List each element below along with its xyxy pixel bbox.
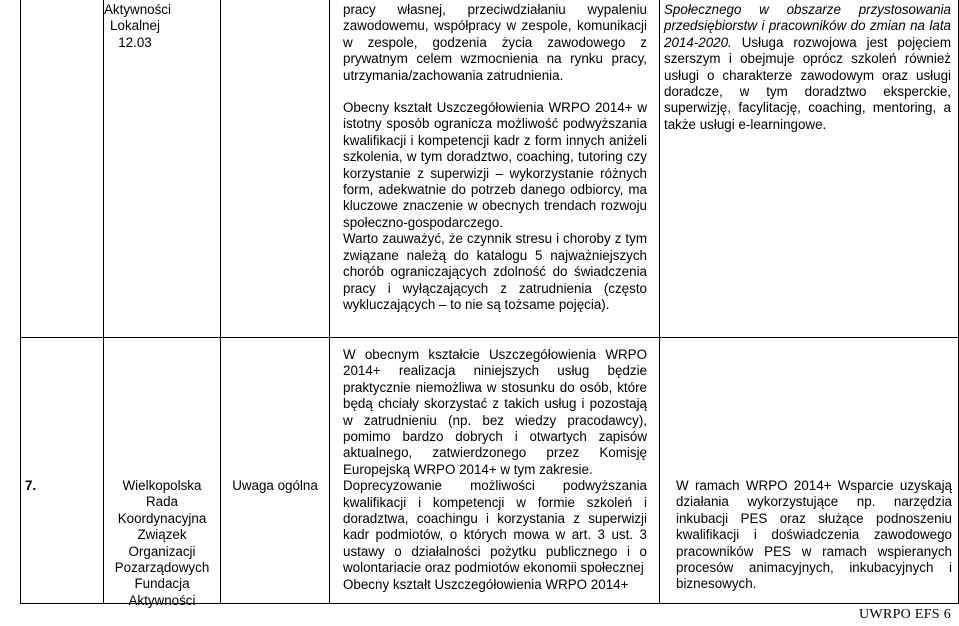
row2-section: Uwaga ogólna [232, 478, 318, 493]
row2-number: 7. [25, 478, 37, 493]
row1-comment-paragraph: Obecny kształt Uszczegółowienia WRPO 2014+ w istotny sposób ogranicza możliwość podwyższania kwalifikacji i kompetencji kadr z form innych aniżeli szkolenia, w tym doradztwo, coaching, tutoring czy korzystanie z superwizji – wykorzystanie różnych form, adekwatnie do potrzeb danego odbiorcy, ma kluczowe znaczenie w obecnych trendach rozwoju społeczno-gospodarczego. [343, 100, 647, 230]
row2-comment-paragraph: W obecnym kształcie Uszczegółowienia WRPO 2014+ realizacja niniejszych usług będzie praktycznie niemożliwa w stosunku do osób, które będą chciały skorzystać z takich usług i pozostają w zatrudnieniu (np. bez wiedzy pracodawcy), pomimo bardzo dobrych i otwartych zapisów aktualnego, zatwierdzonego przez Komisję Europejską WRPO 2014+ w tym zakresie. [343, 347, 647, 477]
row2-org-line: Rada [145, 494, 178, 510]
row2-org-line: Fundacja [134, 576, 190, 592]
row2-org-line: Wielkopolska [122, 478, 202, 493]
row1-response [664, 2, 951, 133]
row1-comment-paragraph: Warto zauważyć, że czynnik stresu i choroby z tym związane należą do katalogu 5 najważniejszych chorób ograniczających zdolność do świadczenia pracy i wyłączających z zatrudnienia (często wykluczających – to nie są tożsame pojęcia). [343, 231, 647, 312]
row1-response-italic: Społecznego w obszarze przystosowania przedsiębiorstw i pracowników do zmian na lata 2014-2020. [664, 2, 951, 50]
row2-org-line: Aktywności [128, 592, 196, 608]
table-line-v4 [659, 0, 660, 604]
row1-organization [104, 2, 171, 51]
row2-proposal-paragraph: Doprecyzowanie możliwości podwyższania kwalifikacji i kompetencji w formie szkoleń i doradztwa, coachingu i korzystania z superwizji kadr podmiotów, o których mowa w art. 3 ust. 3 ustawy o działalności pożytku publicznego i o wolontariacie oraz podmiotów ekonomii społecznej [343, 478, 647, 576]
table-line-v3 [329, 0, 330, 604]
row2-organization [104, 478, 220, 609]
row2-org-line: Związek [137, 527, 187, 543]
row1-org-line: Aktywności [104, 2, 171, 17]
row2-org-line: Koordynacyjna [117, 510, 207, 526]
row1-response-text: Usługa rozwojowa jest pojęciem szerszym i obejmuje oprócz szkoleń również usługi o charakterze zawodowym oraz usługi doradcze, w tym doradztwo eksperckie, superwizję, facylitację, coaching, mentoring, a także usługi e-learningowe. [664, 34, 951, 132]
table-line-v0 [20, 0, 21, 604]
table-line-v2 [220, 0, 221, 604]
row2-org-line: Organizacji [128, 543, 196, 559]
row1-org-line: 12.03 [118, 34, 152, 50]
row2-proposal-last: Obecny kształt Uszczegółowienia WRPO 2014+ [343, 576, 629, 592]
row2-org-line: Pozarządowych [114, 560, 210, 576]
page-footer: UWRPO EFS 6 [859, 607, 951, 622]
row1-comment-paragraph: pracy własnej, przeciwdziałaniu wypaleniu zawodowemu, współpracy w zespole, komunikacji w zespole, godzenia życia zawodowego z prywatnym celem wzmocnienia na rynku pracy, utrzymania/zachowania zatrudnienia. [343, 2, 647, 83]
table-line-h-mid [20, 337, 959, 338]
row1-comment [343, 2, 647, 313]
row2-response: W ramach WRPO 2014+ Wsparcie uzyskają działania wykorzystujące np. narzędzia inkubacji PES oraz służące podnoszeniu kwalifikacji i doświadczenia zawodowego pracowników PES w ramach wspieranych procesów animacyjnych, inkubacyjnych i biznesowych. [676, 478, 952, 592]
row1-org-line: Lokalnej [110, 18, 160, 34]
row2-comment [343, 347, 647, 593]
